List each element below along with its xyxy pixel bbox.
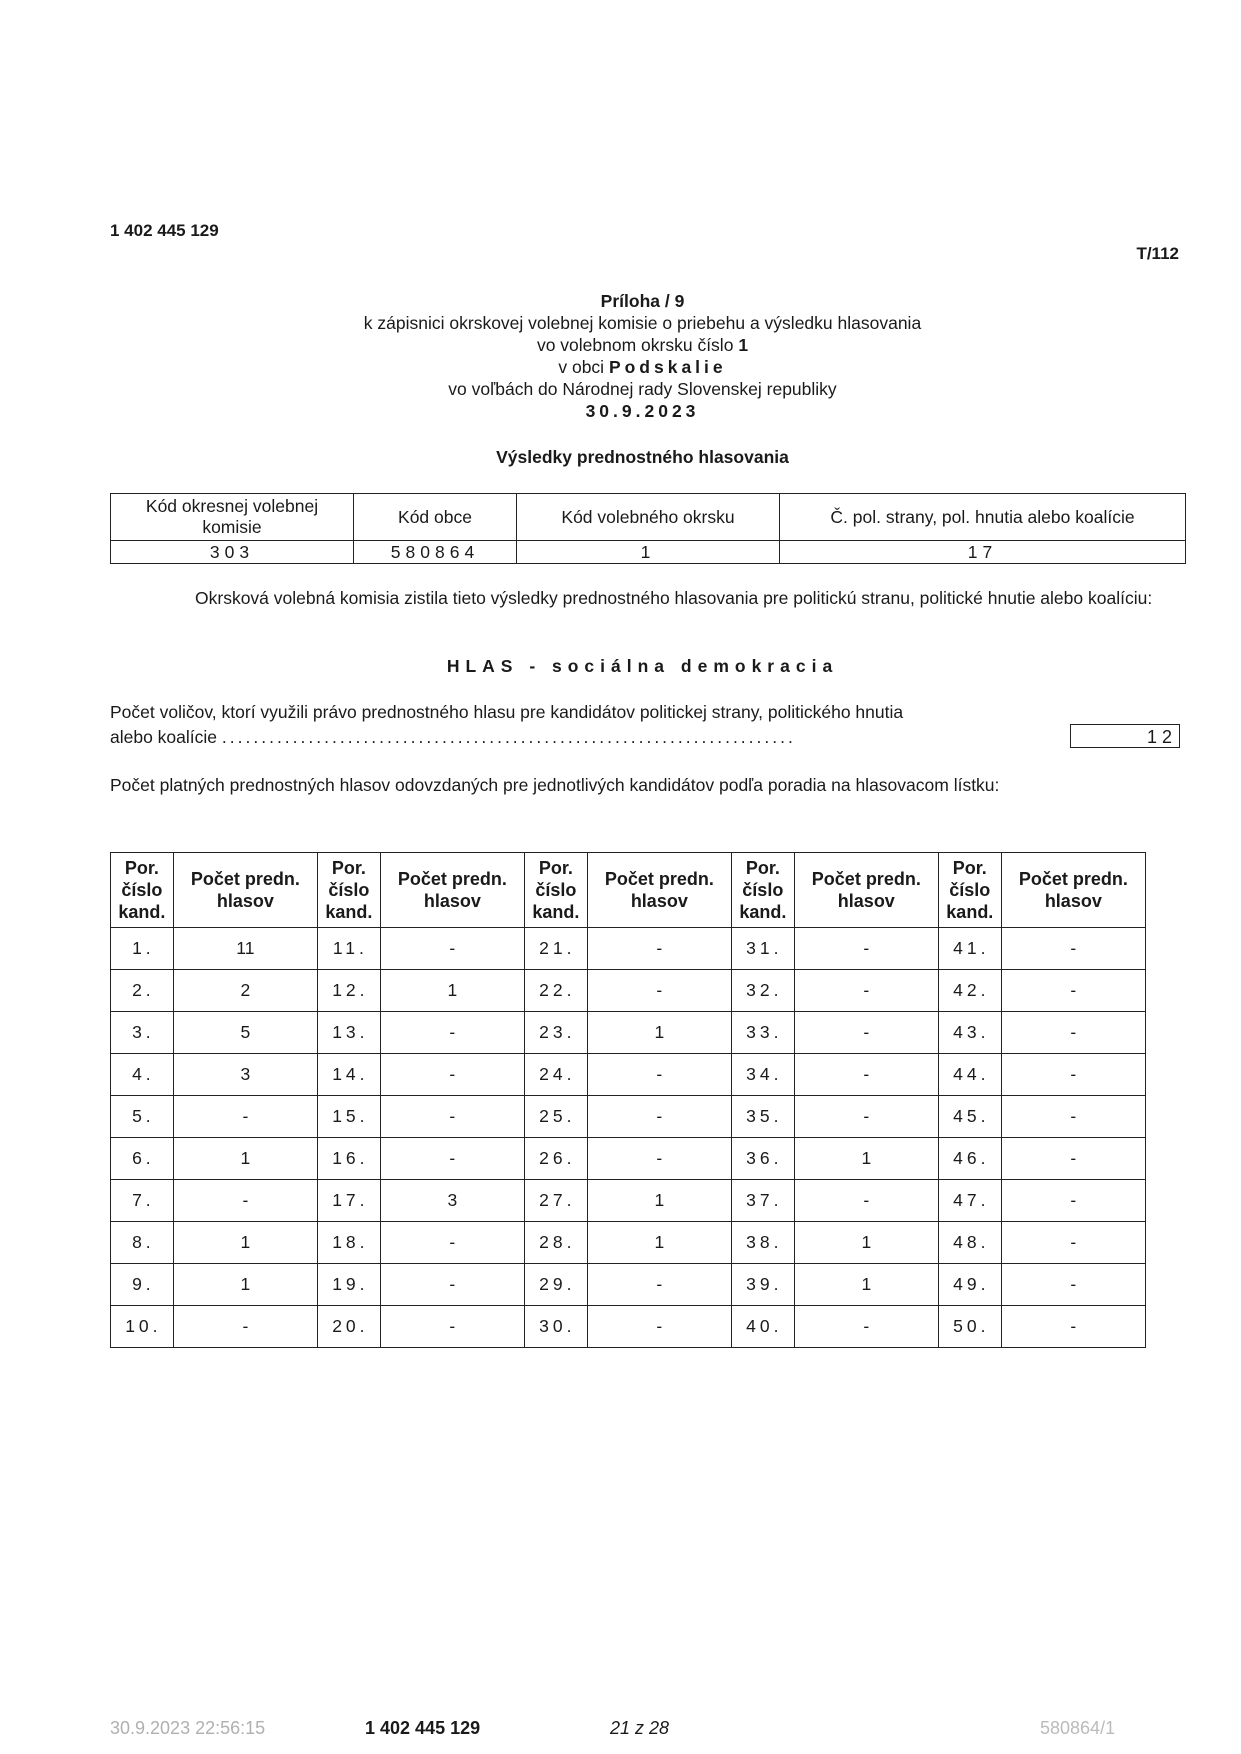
candidate-number: 16. — [317, 1138, 380, 1180]
district-label: vo volebnom okrsku číslo — [536, 335, 734, 355]
candidate-votes: - — [587, 1306, 731, 1348]
voters-text-line-1: Počet voličov, ktorí využili právo prednostného hlasu pre kandidátov politickej strany, politického hnutia — [110, 702, 904, 722]
intro-text: Okrsková volebná komisia zistila tieto výsledky prednostného hlasovania pre politickú stranu, politické hnutie alebo koalíciu: — [195, 588, 1153, 608]
footer-code: 580864/1 — [1040, 1718, 1116, 1738]
codes-table — [110, 493, 1186, 564]
code-value-commission: 303 — [111, 541, 354, 564]
header-preferential-votes: Počet predn. hlasov — [1001, 853, 1145, 928]
candidate-votes: - — [380, 1096, 524, 1138]
candidate-number: 15. — [317, 1096, 380, 1138]
header-candidate-number: Por. číslo kand. — [317, 853, 380, 928]
candidates-table-header — [111, 853, 1146, 928]
candidate-number: 14. — [317, 1054, 380, 1096]
candidate-number: 49. — [938, 1264, 1001, 1306]
candidate-number: 32. — [731, 970, 794, 1012]
table-row — [111, 1138, 1146, 1180]
candidate-number: 39. — [731, 1264, 794, 1306]
table-row — [111, 1012, 1146, 1054]
candidate-votes: 5 — [173, 1012, 317, 1054]
candidate-votes: - — [587, 1054, 731, 1096]
form-code: T/112 — [1136, 244, 1179, 263]
election-date: 30.9.2023 — [585, 401, 700, 421]
candidate-votes: 1 — [794, 1222, 938, 1264]
candidate-votes: 1 — [173, 1222, 317, 1264]
voters-text-line-2-label: alebo koalície — [110, 727, 218, 747]
candidate-votes: - — [1001, 928, 1145, 970]
annex-title: Príloha / 9 — [600, 291, 685, 311]
candidate-number: 9. — [111, 1264, 174, 1306]
header-candidate-number: Por. číslo kand. — [731, 853, 794, 928]
candidate-number: 19. — [317, 1264, 380, 1306]
table-row — [111, 970, 1146, 1012]
candidate-votes: - — [1001, 1138, 1145, 1180]
candidate-number: 11. — [317, 928, 380, 970]
candidate-votes: - — [794, 928, 938, 970]
candidate-number: 21. — [524, 928, 587, 970]
candidate-votes: - — [587, 1264, 731, 1306]
candidate-number: 50. — [938, 1306, 1001, 1348]
candidate-votes: - — [587, 1096, 731, 1138]
code-header-commission: Kód okresnej volebnej komisie — [111, 494, 354, 541]
candidate-number: 34. — [731, 1054, 794, 1096]
candidate-votes: - — [1001, 970, 1145, 1012]
candidate-votes: - — [173, 1180, 317, 1222]
header-candidate-number: Por. číslo kand. — [111, 853, 174, 928]
candidate-votes: - — [380, 1054, 524, 1096]
candidate-number: 20. — [317, 1306, 380, 1348]
candidate-votes: - — [1001, 1054, 1145, 1096]
table-row — [111, 928, 1146, 970]
candidate-votes: 1 — [587, 1222, 731, 1264]
header-preferential-votes: Počet predn. hlasov — [173, 853, 317, 928]
district-number: 1 — [738, 335, 749, 355]
voters-text-line-2 — [110, 725, 1110, 750]
candidate-votes: - — [380, 1306, 524, 1348]
document-reference-number: 1 402 445 129 — [110, 221, 219, 240]
candidate-votes: - — [1001, 1306, 1145, 1348]
code-value-municipality: 580864 — [354, 541, 517, 564]
header-line-2 — [0, 334, 1241, 356]
header-candidate-number: Por. číslo kand. — [938, 853, 1001, 928]
candidates-intro: Počet platných prednostných hlasov odovzdaných pre jednotlivých kandidátov podľa poradia na hlasovacom lístku: — [110, 775, 1000, 795]
candidate-votes: - — [794, 1054, 938, 1096]
candidate-number: 4. — [111, 1054, 174, 1096]
candidate-votes: - — [1001, 1096, 1145, 1138]
candidate-number: 38. — [731, 1222, 794, 1264]
footer-reference-number: 1 402 445 129 — [365, 1718, 481, 1738]
header-preferential-votes: Počet predn. hlasov — [380, 853, 524, 928]
header-line-3 — [0, 356, 1241, 378]
municipality-name: Podskalie — [608, 357, 727, 377]
candidate-number: 46. — [938, 1138, 1001, 1180]
candidate-votes: 11 — [173, 928, 317, 970]
candidate-number: 48. — [938, 1222, 1001, 1264]
candidate-votes: - — [794, 970, 938, 1012]
candidate-votes: 3 — [173, 1054, 317, 1096]
candidate-number: 25. — [524, 1096, 587, 1138]
party-name: HLAS - sociálna demokracia — [446, 656, 839, 676]
candidate-number: 43. — [938, 1012, 1001, 1054]
candidate-number: 5. — [111, 1096, 174, 1138]
candidate-votes: - — [380, 928, 524, 970]
candidate-number: 17. — [317, 1180, 380, 1222]
candidate-number: 41. — [938, 928, 1001, 970]
candidate-number: 13. — [317, 1012, 380, 1054]
candidate-number: 40. — [731, 1306, 794, 1348]
candidate-number: 33. — [731, 1012, 794, 1054]
header-line-1: k zápisnici okrskovej volebnej komisie o priebehu a výsledku hlasovania — [363, 313, 922, 333]
candidate-votes: - — [1001, 1264, 1145, 1306]
candidate-number: 1. — [111, 928, 174, 970]
candidates-table — [110, 852, 1146, 1348]
candidate-number: 27. — [524, 1180, 587, 1222]
candidate-number: 3. — [111, 1012, 174, 1054]
municipality-label: v obci — [558, 357, 605, 377]
candidate-number: 37. — [731, 1180, 794, 1222]
voters-count-box: 12 — [1070, 724, 1180, 748]
table-row — [111, 1180, 1146, 1222]
candidate-votes: - — [1001, 1222, 1145, 1264]
candidate-votes: - — [380, 1264, 524, 1306]
candidate-number: 47. — [938, 1180, 1001, 1222]
table-row — [111, 1306, 1146, 1348]
code-header-party: Č. pol. strany, pol. hnutia alebo koalície — [780, 494, 1186, 541]
candidate-number: 7. — [111, 1180, 174, 1222]
candidate-number: 18. — [317, 1222, 380, 1264]
candidate-votes: 1 — [173, 1264, 317, 1306]
document-header — [0, 290, 1241, 422]
candidate-votes: - — [380, 1012, 524, 1054]
candidate-number: 24. — [524, 1054, 587, 1096]
voters-text — [110, 700, 1110, 750]
candidate-number: 8. — [111, 1222, 174, 1264]
candidate-votes: - — [587, 970, 731, 1012]
candidate-number: 30. — [524, 1306, 587, 1348]
candidate-votes: 1 — [794, 1264, 938, 1306]
candidate-votes: 1 — [173, 1138, 317, 1180]
candidate-votes: - — [173, 1306, 317, 1348]
candidate-votes: 3 — [380, 1180, 524, 1222]
candidate-number: 6. — [111, 1138, 174, 1180]
candidate-number: 36. — [731, 1138, 794, 1180]
candidate-number: 29. — [524, 1264, 587, 1306]
candidate-votes: - — [173, 1096, 317, 1138]
header-line-4: vo voľbách do Národnej rady Slovenskej republiky — [448, 379, 837, 399]
candidate-number: 45. — [938, 1096, 1001, 1138]
candidate-votes: - — [587, 1138, 731, 1180]
candidate-number: 28. — [524, 1222, 587, 1264]
candidate-votes: - — [794, 1012, 938, 1054]
code-value-party: 17 — [780, 541, 1186, 564]
candidate-number: 44. — [938, 1054, 1001, 1096]
candidate-votes: 1 — [794, 1138, 938, 1180]
candidate-votes: - — [380, 1222, 524, 1264]
code-header-district: Kód volebného okrsku — [517, 494, 780, 541]
footer-timestamp: 30.9.2023 22:56:15 — [110, 1718, 266, 1738]
candidate-votes: 1 — [587, 1180, 731, 1222]
candidate-number: 31. — [731, 928, 794, 970]
table-row — [111, 1054, 1146, 1096]
table-row — [111, 1264, 1146, 1306]
candidate-votes: - — [794, 1180, 938, 1222]
candidate-votes: - — [794, 1306, 938, 1348]
dot-leader: ......................................................................... — [221, 727, 796, 747]
footer-page-number: 21 z 28 — [610, 1718, 670, 1738]
results-title: Výsledky prednostného hlasovania — [496, 447, 789, 467]
table-row — [111, 1222, 1146, 1264]
table-row — [111, 1096, 1146, 1138]
candidate-votes: - — [1001, 1012, 1145, 1054]
candidate-number: 10. — [111, 1306, 174, 1348]
candidate-number: 42. — [938, 970, 1001, 1012]
candidate-number: 22. — [524, 970, 587, 1012]
candidate-number: 23. — [524, 1012, 587, 1054]
candidate-number: 26. — [524, 1138, 587, 1180]
code-value-district: 1 — [517, 541, 780, 564]
candidate-votes: 2 — [173, 970, 317, 1012]
candidate-number: 12. — [317, 970, 380, 1012]
header-candidate-number: Por. číslo kand. — [524, 853, 587, 928]
candidate-votes: - — [587, 928, 731, 970]
candidate-votes: 1 — [587, 1012, 731, 1054]
candidate-votes: - — [794, 1096, 938, 1138]
header-preferential-votes: Počet predn. hlasov — [587, 853, 731, 928]
candidate-votes: - — [1001, 1180, 1145, 1222]
candidate-votes: - — [380, 1138, 524, 1180]
candidate-number: 2. — [111, 970, 174, 1012]
header-preferential-votes: Počet predn. hlasov — [794, 853, 938, 928]
candidate-votes: 1 — [380, 970, 524, 1012]
candidate-number: 35. — [731, 1096, 794, 1138]
code-header-municipality: Kód obce — [354, 494, 517, 541]
